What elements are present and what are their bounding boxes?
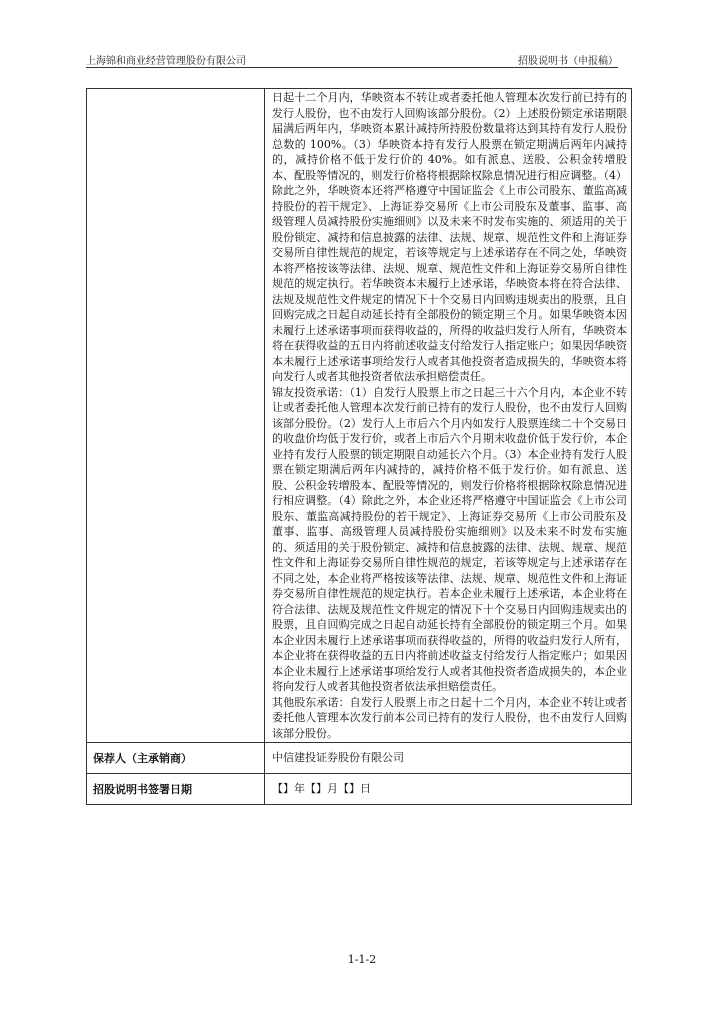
huaying-commitment-text: 日起十二个月内，华映资本不转让或者委托他人管理本次发行前已持有的发行人股份，也不由发行人回购该部分股份。（2）上述股份锁定承诺期限届满后两年内，华映资本累计减持所持股份数量将达到其持有发行人股份总数的 100%。（3）华映资本持有发行人股票在锁定期满后两年内减持的，减持价格不低于发行价的 40%。如有派息、送股、公积金转增股本、配股等情况的，则发行价格将根据除权除息情况进行相应调整。（4）除此之外，华映资本还将严格遵守中国证监会《上市公司股东、董监高减持股份的若干规定》、上海证券交易所《上市公司股东及董事、监事、高级管理人员减持股份实施细则》以及未来不时发布实施的、须适用的关于股份锁定、减持和信息披露的法律、法规、规章、规范性文件和上海证券交易所自律性规范的规定，若该等规定与上述承诺存在不同之处，华映资本将严格按该等法律、法规、规章、规范性文件和上海证券交易所自律性规范的规定执行。若华映资本未履行上述承诺，华映资本将在符合法律、法规及规范性文件规定的情况下十个交易日内回购违规卖出的股票，且自回购完成之日起自动延长持有全部股份的锁定期三个月。如果华映资本因未履行上述承诺事项而获得收益的，所得的收益归发行人所有，华映资本将在获得收益的五日内将前述收益支付给发行人指定账户；如果因华映资本未履行上述承诺事项给发行人或者其他投资者造成损失的，华映资本将向发行人或者其他投资者依法承担赔偿责任。 [272, 91, 627, 383]
commitments-label-cell [87, 89, 265, 743]
summary-table [86, 88, 632, 805]
header-divider [86, 67, 618, 68]
page-header [86, 50, 618, 68]
jinyou-commitment-text: 锦友投资承诺：（1）自发行人股票上市之日起三十六个月内，本企业不转让或者委托他人管理本次发行前已持有的发行人股份，也不由发行人回购该部分股份。（2）发行人上市后六个月内如发行人股票连续二十个交易日的收盘价均低于发行价，或者上市后六个月期末收盘价低于发行价，本企业持有发行人股票的锁定期限自动延长六个月。（3）本企业持有发行人股票在锁定期满后两年内减持的，减持价格不低于发行价。如有派息、送股、公积金转增股本、配股等情况的，则发行价格将根据除权除息情况进行相应调整。（4）除此之外，本企业还将严格遵守中国证监会《上市公司股东、董监高减持股份的若干规定》、上海证券交易所《上市公司股东及董事、监事、高级管理人员减持股份实施细则》以及未来不时发布实施的、须适用的关于股份锁定、减持和信息披露的法律、法规、规章、规范性文件和上海证券交易所自律性规范的规定，若该等规定与上述承诺存在不同之处，本企业将严格按该等法律、法规、规章、规范性文件和上海证券交易所自律性规范的规定执行。若本企业未履行上述承诺，本企业将在符合法律、法规及规范性文件规定的情况下十个交易日内回购违规卖出的股票，且自回购完成之日起自动延长持有全部股份的锁定期三个月。如果本企业因未履行上述承诺事项而获得收益的，所得的收益归发行人所有，本企业将在获得收益的五日内将前述收益支付给发行人指定账户；如果因本企业未履行上述承诺事项给发行人或者其他投资者造成损失的，本企业将向发行人或者其他投资者依法承担赔偿责任。 [272, 385, 627, 693]
signing-date-value: 【】年【】月【】日 [265, 774, 632, 805]
signing-date-row [87, 774, 632, 805]
sponsor-row [87, 743, 632, 774]
sponsor-value: 中信建投证券股份有限公司 [265, 743, 632, 774]
sponsor-label: 保荐人（主承销商） [87, 743, 265, 774]
page-number: 1-1-2 [347, 953, 377, 966]
header-document-title: 招股说明书（申报稿） [518, 56, 618, 67]
header-company-name: 上海锦和商业经营管理股份有限公司 [86, 56, 246, 67]
commitments-content-cell [265, 89, 632, 743]
commitments-row [87, 89, 632, 743]
other-shareholders-commitment-text: 其他股东承诺：自发行人股票上市之日起十二个月内，本企业不转让或者委托他人管理本次发行前本公司已持有的发行人股份，也不由发行人回购该部分股份。 [272, 695, 627, 740]
signing-date-label: 招股说明书签署日期 [87, 774, 265, 805]
